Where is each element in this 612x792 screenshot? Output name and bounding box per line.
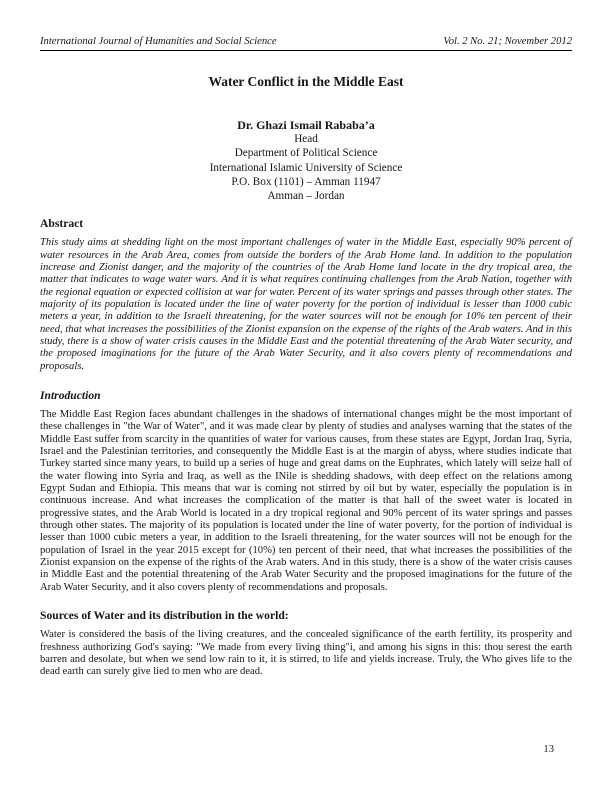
abstract-heading: Abstract — [40, 217, 84, 231]
journal-name: International Journal of Humanities and Social Science — [40, 36, 277, 47]
author-department: Department of Political Science — [234, 147, 378, 160]
sources-body: Water is considered the basis of the living creatures, and the concealed significance of the earth fertility, its prosperity and freshness authorizing God's saying: "We made from every living thing"i, and among his signs in this: thou serest the earth barren and desolate, but when we send low rain to it, it is stirred, to life and yields increase. Truly, the Who gives life to the dead earth can surely give lied to men who are dead. — [40, 629, 572, 678]
page-header — [40, 36, 572, 51]
author-block — [40, 118, 572, 203]
abstract-section — [40, 217, 572, 373]
sources-section — [40, 609, 572, 678]
author-city: Amman – Jordan — [267, 190, 345, 203]
sources-heading: Sources of Water and its distribution in the world: — [40, 609, 289, 623]
article-title: Water Conflict in the Middle East — [208, 74, 404, 89]
author-pobox: P.O. Box (1101) – Amman 11947 — [231, 175, 381, 188]
introduction-body: The Middle East Region faces abundant challenges in the shadows of international changes might be the most important of these challenges in "the War of Water", and it was made clear by plenty of studies and analyses warning that the states of the Middle East suffer from scarcity in the quantities of water for various causes, from these states are Egypt, Jordan Iraq, Syria, Israel and the Palestinian territories, and consequently the Middle East is at the margin of abyss, where studies indicate that Turkey started since many years, to build up a series of huge and great dams on the Euphrates, which lately will seize hall of the water flowing into Syria and Iraq, as well as the INile is shedding shadows, with deep effect on the relations among Egypt Sudan and Ethiopia. This means that war is coming not stirred by oil but by water, especially the population is in continuous increase. And what increases the complication of the matter is that hall of the sweet water is located in progressive states, and the Arab World is located in a dry tropical regional and 90% percent of its water springs and passes through other states. The majority of its population is located under the line of water poverty, for the portion of individual is lesser than 1000 cubic meters a year, in addition to the Israeli threatening, for the water sources will not be enough for the population of Israel in the year 2015 except for (10%) ten percent of their need, that what increases the possibilities of the Zionist expansion on the expense of the rights of the Arab waters. And in this study, there is a show of the water crisis causes in Middle East and the potential threatening of the Arab Water Security and the proposed imaginations for the future of the Arab Water Security, and it also covers plenty of recommendations and proposals. — [40, 409, 572, 593]
introduction-heading: Introduction — [40, 389, 101, 402]
introduction-section — [40, 389, 572, 594]
author-name: Dr. Ghazi Ismail Rababa’a — [237, 118, 375, 132]
abstract-body: This study aims at shedding light on the most important challenges of water in the Middle East, especially 90% percent of water resources in the Arab Area, comes from outside the borders of the Arab Home land. In addition to the population increase and Zionist danger, and the majority of the countries of the Arab Home land locate in the dry tropical area, the matter that indicates to wage water wars. And it is what requires continuing challenges from the Arab Nation, together with the regional equation or expected collision at war for water. Percent of its water springs and passes through other states. The majority of its population is located under the line of water poverty for the portion of individual is lesser than 1000 cubic meters a year, in addition to the Israeli threatening, for the water sources will not be enough for 10% ten percent of their need, that what increases the possibilities of the Zionist expansion on the expense of the rights of the Arab waters. And in this study, there is a show of water crisis causes in the Middle East and the potential threatening of the Arab Water security, and the proposed imaginations for the future of the Arab Water Security, and it also covers plenty of recommendations and proposals. — [40, 237, 573, 372]
author-university: International Islamic University of Science — [209, 161, 403, 174]
page-number: 13 — [543, 744, 554, 755]
author-role: Head — [294, 133, 318, 146]
issue-info: Vol. 2 No. 21; November 2012 — [443, 36, 572, 47]
